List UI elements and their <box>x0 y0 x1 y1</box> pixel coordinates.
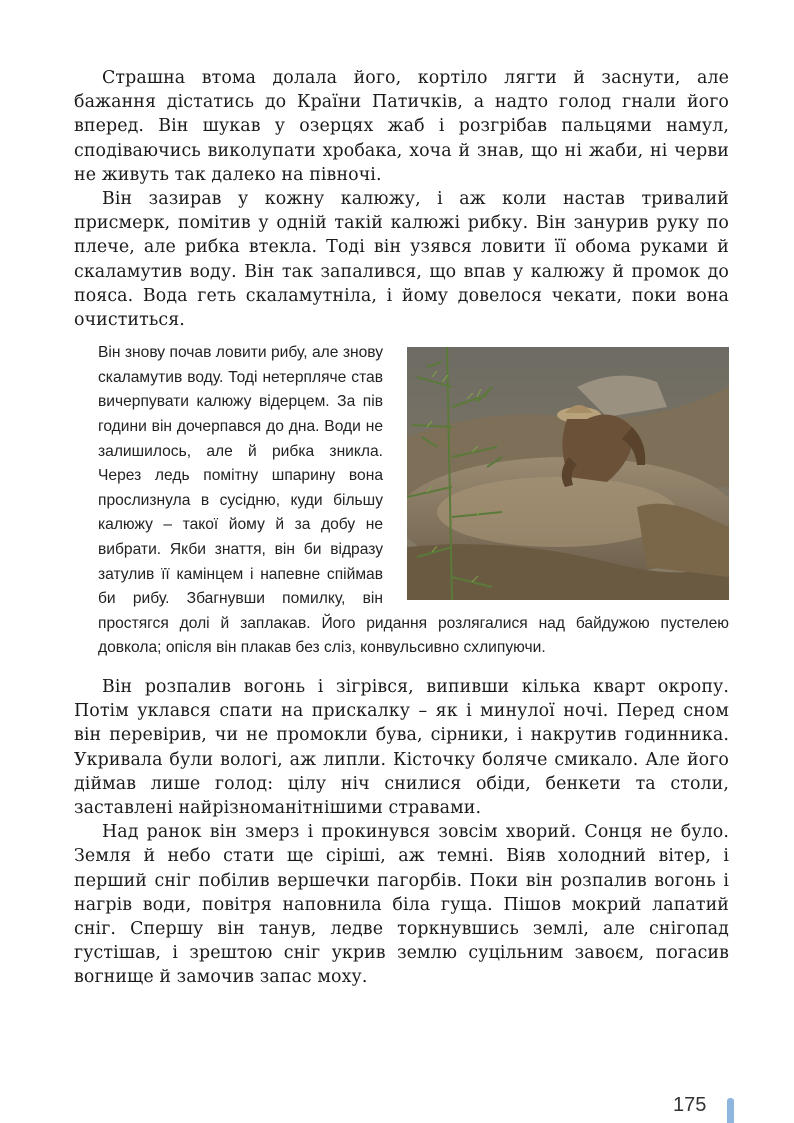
illustration-svg <box>407 347 729 600</box>
page-tab-marker <box>727 1098 734 1123</box>
paragraph: Він зазирав у кожну калюжу, і аж коли настав тривалий присмерк, помітив у одній такій калюжі рибку. Він занурив руку по плече, але рибка втекла. Тоді він узявся ловити її обома руками й скаламутив воду. Він так запалився, що впав у калюжу й промок до пояса. Вода геть скаламутніла, і йому довелося чекати, поки вона очиститься. <box>74 189 729 331</box>
text-block-top <box>74 66 729 332</box>
paragraph: Він розпалив вогонь і зігрівся, випивши кілька кварт окропу. Потім уклався спати на прискалку – як і минулої ночі. Перед сном він перевірив, чи не промокли бува, сірники, і накрутив годинника. Укривала були вологі, аж липли. Кісточку боляче смикало. Але його діймав лише голод: цілу ніч снилися обіди, бенкети та столи, заставлені найрізноманітнішими стравами. <box>74 676 729 818</box>
illustration-photo <box>407 347 729 600</box>
paragraph: Страшна втома долала його, кортіло лягти й заснути, але бажання дістатись до Країни Патичків, а надто голод гнали його вперед. Він шукав у озерцях жаб і розгрібав пальцями намул, сподіваючись виколупати хробака, хоча й знав, що ні жаби, ні черви не живуть так далеко на півночі. <box>74 68 729 185</box>
page-number: 175 <box>673 1094 707 1116</box>
paragraph: Він знову почав ловити рибу, але знову скаламутив воду. Тоді нетерпляче став вичерпувати калюжу відерцем. За пів години він дочерпався до дна. Води не залишилось, але й рибка зникла. Через ледь помітну шпарину вона прослизнула в сусідню, куди більшу калюжу – такої йому й за добу не вибрати. Якби знаття, він би відразу затулив її камінцем і напевне спіймав би рибу. Збагнувши помилку, він простягся долі й заплакав. Його ридання розлягалися над байдужою пустелею довкола; опісля він плакав без сліз, конвульсивно схлипуючи. <box>98 344 729 657</box>
page-content <box>74 66 729 990</box>
text-block-middle <box>74 341 729 989</box>
text-block-bottom <box>74 675 729 990</box>
paragraph: Над ранок він змерз і прокинувся зовсім хворий. Сонця не було. Земля й небо стати ще сіріші, аж темні. Віяв холодний вітер, і перший сніг побілив вершечки пагорбів. Поки він розпалив вогонь і нагрів води, повітря наповнила біла гуща. Пішов мокрий лапатий сніг. Спершу він танув, ледве торкнувшись землі, але снігопад густішав, і зрештою сніг укрив землю суцільним завоєм, погасив вогнище й замочив запас моху. <box>74 822 729 988</box>
